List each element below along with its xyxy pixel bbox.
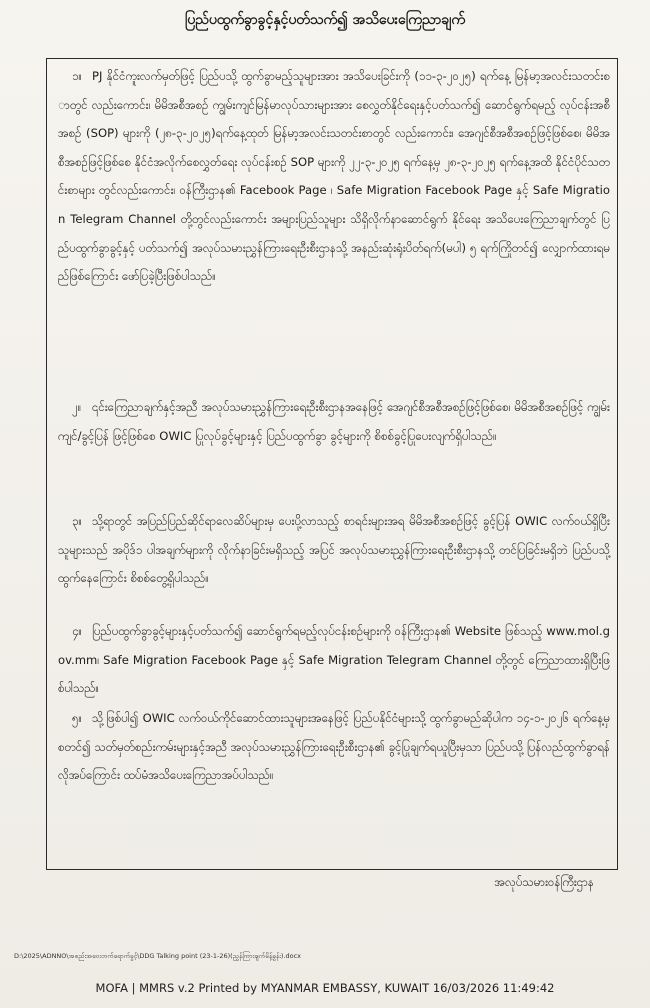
print-footer: MOFA | MMRS v.2 Printed by MYANMAR EMBASSY, KUWAIT 16/03/2026 11:49:42: [95, 981, 555, 995]
paragraph-number: ၃။: [72, 514, 83, 528]
paragraph-2: [58, 393, 610, 450]
paragraph-text: ၎င်းကြေညာချက်နှင့်အညီ အလုပ်သမားညွှန်ကြားရေးဦးစီးဌာနအနေဖြင့် အေဂျင်စီအစီအစဉ်ဖြင့်ဖြစ်စေ၊ မိမိအစီအစဉ်ဖြင့် ကျွမ်းကျင်/ခွင့်ပြန် ဖြင့်ဖြစ်စေ OWIC ပြုလုပ်ခွင့်များနှင့် ပြည်ပထွက်ခွာ ခွင့်များကို စိစစ်ခွင့်ပြုပေးလျက်ရှိပါသည်။: [58, 400, 610, 443]
file-path: D:\2025\ADNNO\အစည်းအဝေးတက်ရောက်ခွင့်\DDG Talking point (23-1-26)(ညွှန်ကြားချက်မိန့်ခွန်း).docx: [14, 952, 302, 960]
paragraph-4: [58, 617, 610, 703]
signature-ministry: အလုပ်သမားဝန်ကြီးဌာန: [494, 875, 594, 889]
paragraph-text: သို့ရာတွင် အပြည်ပြည်ဆိုင်ရာလေဆိပ်များမှ ပေးပို့လာသည့် စာရင်းများအရ မိမိအစီအစဉ်ဖြင့် ခွင့်ပြန် OWIC လက်ဝယ်ရှိပြီးသူများသည် အပိုဒ်၁ ပါအချက်များကို လိုက်နာခြင်းမရှိသည့် အပြင် အလုပ်သမားညွှန်ကြားရေးဦးစီးဌာနသို့ တင်ပြခြင်းမရှိဘဲ ပြည်ပသို့ထွက်နေကြောင်း စိစစ်တွေ့ရှိပါသည်။: [58, 514, 610, 586]
paragraph-text: PJ နိုင်ငံကူးလက်မှတ်ဖြင့် ပြည်ပသို့ ထွက်ခွာမည့်သူများအား အသိပေးခြင်းကို (၁၁-၃-၂၀၂၅) ရက်နေ့ မြန်မာ့အလင်းသတင်းစာတွင် လည်းကောင်း၊ မိမိအစီအစဉ် ကျွမ်းကျင်မြန်မာလုပ်သားများအား စေလွှတ်နိုင်ရေးနှင့်ပတ်သက်၍ ဆောင်ရွက်ရမည့် လုပ်ငန်းအစီအစဉ် (SOP) များကို (၂၈-၃-၂၀၂၅)ရက်နေ့ထုတ် မြန်မာ့အလင်းသတင်းစာတွင် လည်းကောင်း၊ အေဂျင်စီအစီအစဉ်ဖြင့်ဖြစ်စေ၊ မိမိအစီအစဉ်ဖြင့်ဖြစ်စေ နိုင်ငံအလိုက်စေလွှတ်ရေး လုပ်ငန်းစဉ် SOP များကို ၂၂-၃-၂၀၂၅ ရက်နေ့မှ ၂၈-၃-၂၀၂၅ ရက်နေ့အထိ နိုင်ငံပိုင်သတင်းစာများ တွင်လည်းကောင်း၊ ဝန်ကြီးဌာန၏ Facebook Page ၊ Safe Migration Facebook Page နှင့် Safe Migration Telegram Channel တို့တွင်လည်းကောင်း အများပြည်သူများ သိရှိလိုက်နာဆောင်ရွက် နိုင်ရေး အသိပေးကြေညာချက်တွင် ပြည်ပထွက်ခွာခွင့်နှင့် ပတ်သက်၍ အလုပ်သမားညွှန်ကြားရေးဦးစီးဌာနသို့ အနည်းဆုံးရုံးပိတ်ရက်(မပါ) ၅ ရက်ကြိုတင်၍ လျှောက်ထားရမည်ဖြစ်ကြောင်း ဖော်ပြခဲ့ပြီးဖြစ်ပါသည်။: [58, 69, 610, 284]
document-title: ပြည်ပထွက်ခွာခွင့်နှင့်ပတ်သက်၍ အသိပေးကြေညာချက်: [184, 12, 466, 28]
paragraph-1: [58, 62, 610, 291]
paragraph-3: [58, 507, 610, 593]
paragraph-5: [58, 704, 610, 790]
paragraph-number: ၄။: [72, 624, 83, 638]
paragraph-number: ၅။: [72, 711, 83, 725]
paragraph-text: သို့ဖြစ်ပါ၍ OWIC လက်ဝယ်ကိုင်ဆောင်ထားသူများအနေဖြင့် ပြည်ပနိုင်ငံများသို့ ထွက်ခွာမည်ဆိုပါက ၁၄-၁-၂၀၂၆ ရက်နေ့မှစတင်၍ သတ်မှတ်စည်းကမ်းများနှင့်အညီ အလုပ်သမားညွှန်ကြားရေးဦးစီးဌာန၏ ခွင့်ပြုချက်ရယူပြီးမှသာ ပြည်ပသို့ ပြန်လည်ထွက်ခွာရန် လိုအပ်ကြောင်း ထပ်မံအသိပေးကြေညာအပ်ပါသည်။: [58, 711, 610, 783]
paragraph-number: ၂။: [72, 400, 82, 414]
paragraph-text: ပြည်ပထွက်ခွာခွင့်များနှင့်ပတ်သက်၍ ဆောင်ရွက်ရမည့်လုပ်ငန်းစဉ်များကို ဝန်ကြီးဌာန၏ Website ဖြစ်သည့် www.mol.gov.mm၊ Safe Migration Facebook Page နှင့် Safe Migration Telegram Channel တို့တွင် ကြေညာထားရှိပြီးဖြစ်ပါသည်။: [58, 624, 610, 696]
paragraph-number: ၁။: [72, 69, 83, 83]
